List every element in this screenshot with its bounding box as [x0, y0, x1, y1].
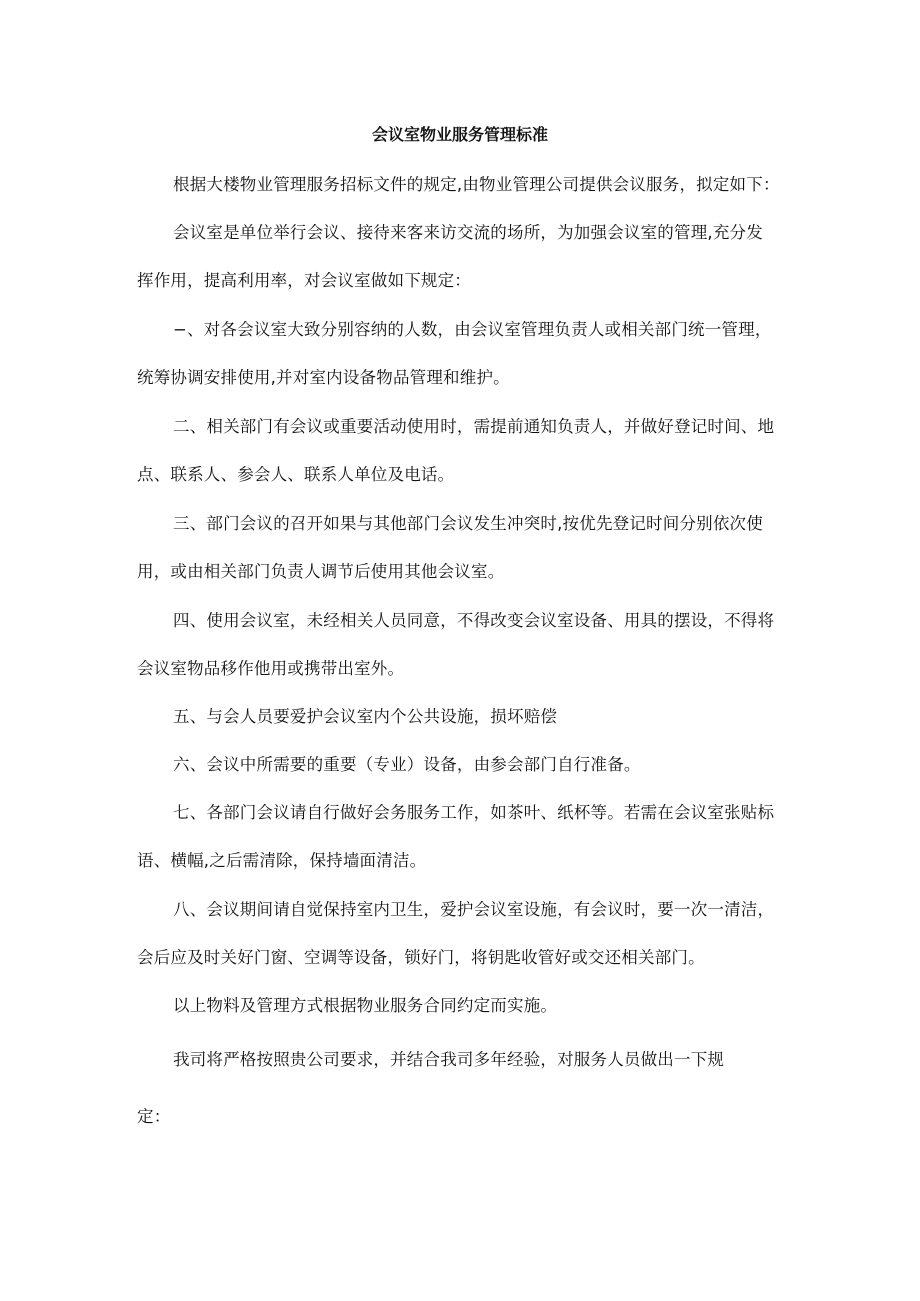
- rule-5-line: 五、与会人员要爱护会议室内个公共设施，损坏赔偿: [173, 707, 558, 726]
- rule-7-line-2: 语、横幅,之后需清除，保持墙面清洁。: [137, 851, 427, 870]
- rule-6-line: 六、会议中所需要的重要（专业）设备，由参会部门自行准备。: [173, 755, 641, 774]
- rule-2-line-2: 点、联系人、参会人、联系人单位及电话。: [137, 465, 455, 484]
- document-title: 会议室物业服务管理标准: [371, 125, 548, 144]
- closing-note-line: 以上物料及管理方式根据物业服务合同约定而实施。: [173, 996, 558, 1015]
- paragraph-purpose-line-2: 挥作用，提高利用率，对会议室做如下规定：: [137, 271, 471, 290]
- rule-8-line-1: 八、会议期间请自觉保持室内卫生，爱护会议室设施，有会议时，要一次一清洁，: [173, 900, 775, 919]
- commitment-line-1: 我司将严格按照贵公司要求，并结合我司多年经验，对服务人员做出一下规: [173, 1050, 725, 1069]
- paragraph-intro-line: 根据大楼物业管理服务招标文件的规定,由物业管理公司提供会议服务，拟定如下：: [173, 175, 780, 194]
- rule-3-line-1: 三、部门会议的召开如果与其他部门会议发生冲突时,按优先登记时间分别依次使: [173, 514, 763, 533]
- rule-7-line-1: 七、各部门会议请自行做好会务服务工作，如茶叶、纸杯等。若需在会议室张贴标: [173, 803, 775, 822]
- rule-3-line-2: 用，或由相关部门负责人调节后使用其他会议室。: [137, 562, 505, 581]
- rule-4-line-1: 四、使用会议室，未经相关人员同意，不得改变会议室设备、用具的摆设，不得将: [173, 611, 775, 630]
- rule-1-line-2: 统筹协调安排使用,并对室内设备物品管理和维护。: [137, 368, 510, 387]
- commitment-line-2: 定：: [137, 1107, 171, 1126]
- rule-4-line-2: 会议室物品移作他用或携带出室外。: [137, 659, 405, 678]
- rule-1-line-1: −、对各会议室大致分别容纳的人数，由会议室管理负责人或相关部门统一管理，: [173, 320, 772, 339]
- rule-8-line-2: 会后应及时关好门窗、空调等设备，锁好门，将钥匙收管好或交还相关部门。: [137, 948, 705, 967]
- paragraph-purpose-line-1: 会议室是单位举行会议、接待来客来访交流的场所，为加强会议室的管理,充分发: [173, 223, 763, 242]
- rule-2-line-1: 二、相关部门有会议或重要活动使用时，需提前通知负责人，并做好登记时间、地: [173, 417, 775, 436]
